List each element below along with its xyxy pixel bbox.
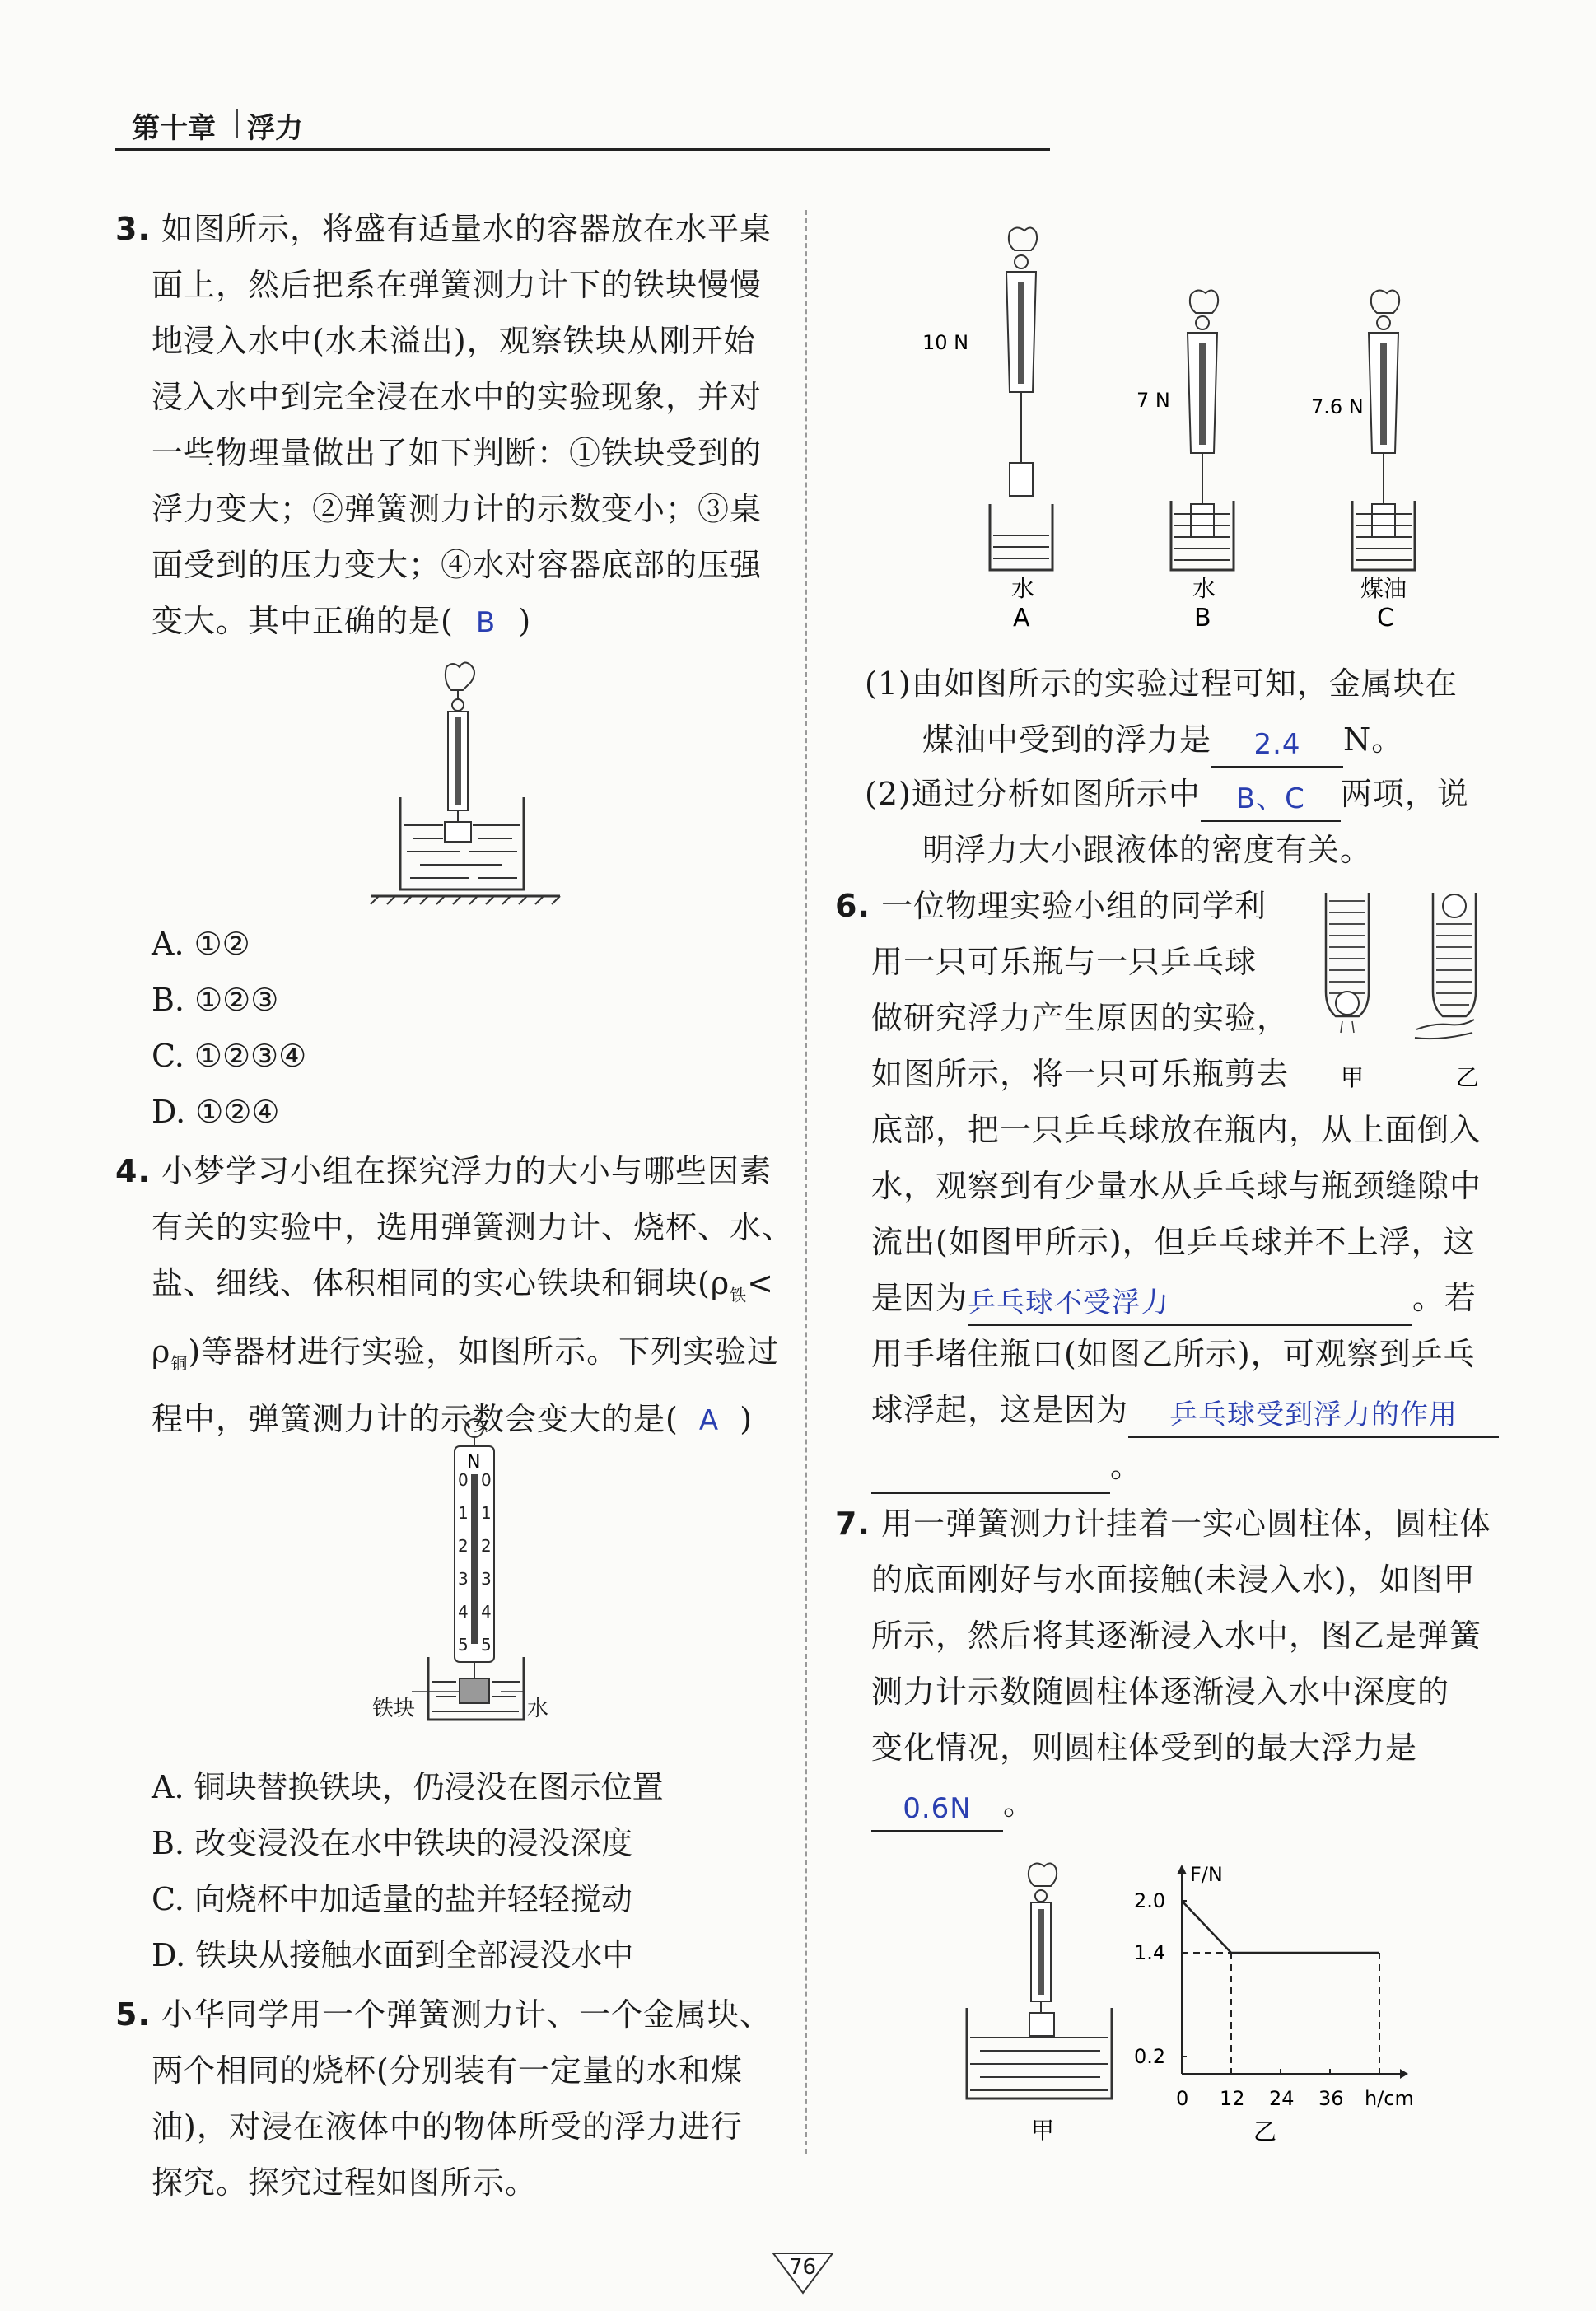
column-divider [805, 210, 807, 2154]
letter-a: A [1013, 604, 1030, 633]
question-number: 5. [115, 1996, 151, 2033]
q6-body [871, 1102, 1555, 1494]
q5-line: 两个相同的烧杯(分别装有一定量的水和煤 [152, 2052, 743, 2089]
q4-answer: A [698, 1404, 720, 1438]
q5-line: 小华同学用一个弹簧测力计、一个金属块、 [161, 1996, 772, 2033]
header-divider [236, 109, 238, 138]
svg-text:0: 0 [481, 1470, 492, 1490]
q6-line: 一位物理实验小组的同学利 [880, 888, 1267, 924]
liquid-b: 水 [1192, 575, 1216, 602]
q6-line: 如图所示，将一只可乐瓶剪去 [871, 1056, 1290, 1092]
q5-sub1-answer: 2.4 [1211, 723, 1343, 768]
q5-line: 探究。探究过程如图所示。 [152, 2164, 538, 2201]
y-tick-label: 2.0 [1134, 1889, 1166, 1912]
q6-blank2-answer: 乒乓球受到浮力的作用 [1128, 1394, 1499, 1438]
y-axis-label: F/N [1190, 1863, 1223, 1886]
option-b[interactable]: B. 改变浸没在水中铁块的浸没深度 [152, 1825, 633, 1861]
setup-c [1352, 290, 1415, 570]
svg-text:3: 3 [481, 1569, 492, 1589]
q3-line: 面受到的压力变大；④水对容器底部的压强 [152, 547, 763, 583]
iron-block [445, 822, 471, 842]
option-d[interactable]: D. 铁块从接触水面到全部浸没水中 [152, 1937, 634, 1973]
q7-line: 所示，然后将其逐渐浸入水中，图乙是弹簧 [871, 1618, 1482, 1654]
q3-line: 变大。其中正确的是( [152, 603, 454, 639]
q7-line: 的底面刚好与水面接触(未浸入水)，如图甲 [871, 1562, 1476, 1598]
q6-blank2-continuation [871, 1492, 1110, 1494]
question-number: 6. [835, 888, 870, 924]
bottle-jia [1326, 893, 1369, 1033]
q6-blank1-answer: 乒乓球不受浮力 [968, 1282, 1412, 1326]
q5-sub1-prefix: 煤油中受到的浮力是 [922, 721, 1212, 758]
q3-options [152, 916, 306, 1140]
chapter-label: 第十章 [132, 112, 216, 145]
x-axis-arrow [1400, 2069, 1408, 2079]
label-water: 水 [527, 1697, 549, 1721]
series-line [1182, 1901, 1379, 1953]
question-7 [835, 1496, 1560, 1832]
q5-sub1-line: (1)由如图所示的实验过程可知，金属块在 [865, 665, 1458, 702]
q4-figure [362, 1417, 576, 1730]
header-rule [115, 148, 1050, 151]
reading-c: 7.6 N [1311, 395, 1364, 418]
option-b[interactable]: B. ①②③ [152, 982, 279, 1018]
q4-paren: ) [740, 1401, 754, 1438]
label-yi: 乙 [1456, 1064, 1480, 1091]
q5-line: 油)，对浸在液体中的物体所受的浮力进行 [152, 2108, 743, 2145]
q4-line: 小梦学习小组在探究浮力的大小与哪些因素 [161, 1153, 772, 1189]
q5-sub2-suffix: 两项，说 [1340, 776, 1469, 812]
scale-unit: N [467, 1452, 481, 1473]
svg-text:2: 2 [481, 1536, 492, 1556]
subscript: 铁 [730, 1285, 748, 1305]
x-tick-label: 36 [1318, 2087, 1344, 2110]
page-number: 76 [789, 2255, 817, 2280]
svg-text:5: 5 [458, 1635, 469, 1655]
setup-a [990, 227, 1052, 570]
svg-text:0: 0 [458, 1470, 469, 1490]
less-than: < [747, 1265, 775, 1301]
option-c[interactable]: C. ①②③④ [152, 1038, 307, 1074]
q3-paren: ) [518, 603, 532, 639]
svg-text:1: 1 [458, 1503, 469, 1523]
q3-answer: B [475, 606, 497, 639]
x-tick-label: 24 [1269, 2087, 1295, 2110]
x-tick-label: 0 [1176, 2087, 1189, 2110]
option-d[interactable]: D. ①②④ [152, 1094, 280, 1130]
q5-sub1-suffix: N。 [1343, 721, 1404, 758]
y-axis-arrow [1177, 1865, 1187, 1874]
setup-b [1171, 290, 1234, 570]
svg-text:5: 5 [481, 1635, 492, 1655]
q6-line: 做研究浮力产生原因的实验， [871, 1000, 1290, 1036]
q7-line: 变化情况，则圆柱体受到的最大浮力是 [871, 1730, 1418, 1766]
option-c[interactable]: C. 向烧杯中加适量的盐并轻轻搅动 [152, 1881, 632, 1917]
q3-line: 面上，然后把系在弹簧测力计下的铁块慢慢 [152, 267, 763, 303]
q5-sub1 [865, 656, 1548, 768]
question-number: 7. [835, 1506, 870, 1542]
letter-b: B [1194, 604, 1211, 633]
q3-line: 如图所示，将盛有适量水的容器放在水平桌 [161, 211, 772, 247]
hand-icon [446, 662, 474, 690]
q6-line: 用一只可乐瓶与一只乒乓球 [871, 944, 1258, 980]
hand-icon [1415, 1020, 1474, 1039]
q6-blank1-suffix: 。若 [1412, 1280, 1477, 1316]
q6-line: 底部，把一只乒乓球放在瓶内，从上面倒入 [871, 1112, 1482, 1148]
q7-line: 测力计示数随圆柱体逐渐浸入水中深度的 [871, 1674, 1450, 1710]
liquid-c: 煤油 [1360, 575, 1407, 602]
hand-icon [1029, 1863, 1057, 1886]
q3-line: 一些物理量做出了如下判断：①铁块受到的 [152, 435, 763, 471]
question-6 [835, 878, 1329, 1102]
liquid-a: 水 [1011, 575, 1035, 602]
q5-sub2 [865, 766, 1548, 878]
q6-blank2-end: 。 [1110, 1448, 1143, 1484]
q6-line: 用手堵住瓶口(如图乙所示)，可观察到乒乓 [871, 1336, 1476, 1372]
q4-line: 盐、细线、体积相同的实心铁块和铜块(ρ [152, 1265, 730, 1301]
svg-text:4: 4 [458, 1602, 469, 1622]
q6-blank1-prefix: 是因为 [871, 1280, 968, 1316]
q5-sub2-answer: B、C [1201, 777, 1341, 822]
q3-figure [371, 659, 634, 906]
iron-block [460, 1678, 489, 1703]
q4-options [152, 1759, 664, 1983]
q6-blank2-prefix: 球浮起，这是因为 [871, 1392, 1129, 1428]
q5-sub2-line: 明浮力大小跟液体的密度有关。 [922, 832, 1373, 868]
question-3 [115, 201, 791, 651]
label-yi: 乙 [1253, 2118, 1277, 2145]
label-iron: 铁块 [372, 1697, 416, 1721]
q4-line: )等器材进行实验，如图所示。下列实验过 [188, 1333, 780, 1370]
bottle-yi [1415, 893, 1476, 1039]
x-axis-label: h/cm [1365, 2087, 1414, 2110]
q4-line: 程中，弹簧测力计的示数会变大的是( [152, 1401, 679, 1438]
q3-line: 地浸入水中(水未溢出)，观察铁块从刚开始 [152, 323, 756, 359]
x-tick-label: 12 [1220, 2087, 1245, 2110]
label-jia: 甲 [1341, 1064, 1365, 1091]
q5-sub2-prefix: (2)通过分析如图所示中 [865, 776, 1201, 812]
q7-line: 用一弹簧测力计挂着一实心圆柱体，圆柱体 [880, 1506, 1491, 1542]
q7-answer-suffix: 。 [1003, 1786, 1036, 1822]
q7-chart [1104, 1858, 1425, 2155]
q4-line: 有关的实验中，选用弹簧测力计、烧杯、水、 [152, 1209, 795, 1245]
option-a[interactable]: A. ①② [152, 926, 250, 962]
q7-answer: 0.6N [871, 1787, 1003, 1832]
reading-b: 7 N [1136, 389, 1170, 412]
q4-rho: ρ [152, 1333, 171, 1370]
svg-text:1: 1 [481, 1503, 492, 1523]
label-jia: 甲 [1031, 2117, 1055, 2144]
svg-text:2: 2 [458, 1536, 469, 1556]
y-tick-label: 0.2 [1134, 2045, 1166, 2068]
q5-figure [922, 216, 1458, 644]
y-tick-label: 1.4 [1134, 1941, 1166, 1964]
q6-line: 流出(如图甲所示)，但乒乓球并不上浮，这 [871, 1224, 1476, 1260]
q6-figure [1309, 885, 1515, 1099]
reading-a: 10 N [922, 331, 969, 354]
question-number: 4. [115, 1153, 151, 1189]
question-4 [115, 1143, 799, 1449]
chapter-title: 浮力 [247, 112, 303, 145]
q3-line: 浮力变大；②弹簧测力计的示数变小；③桌 [152, 491, 763, 527]
letter-c: C [1377, 604, 1394, 633]
option-a[interactable]: A. 铜块替换铁块，仍浸没在图示位置 [152, 1769, 664, 1805]
question-5 [115, 1987, 799, 2211]
q6-line: 水，观察到有少量水从乒乓球与瓶颈缝隙中 [871, 1168, 1482, 1204]
question-number: 3. [115, 211, 151, 247]
svg-text:3: 3 [458, 1569, 469, 1589]
q3-line: 浸入水中到完全浸在水中的实验现象，并对 [152, 379, 763, 415]
subscript: 铜 [170, 1353, 189, 1374]
svg-text:4: 4 [481, 1602, 492, 1622]
